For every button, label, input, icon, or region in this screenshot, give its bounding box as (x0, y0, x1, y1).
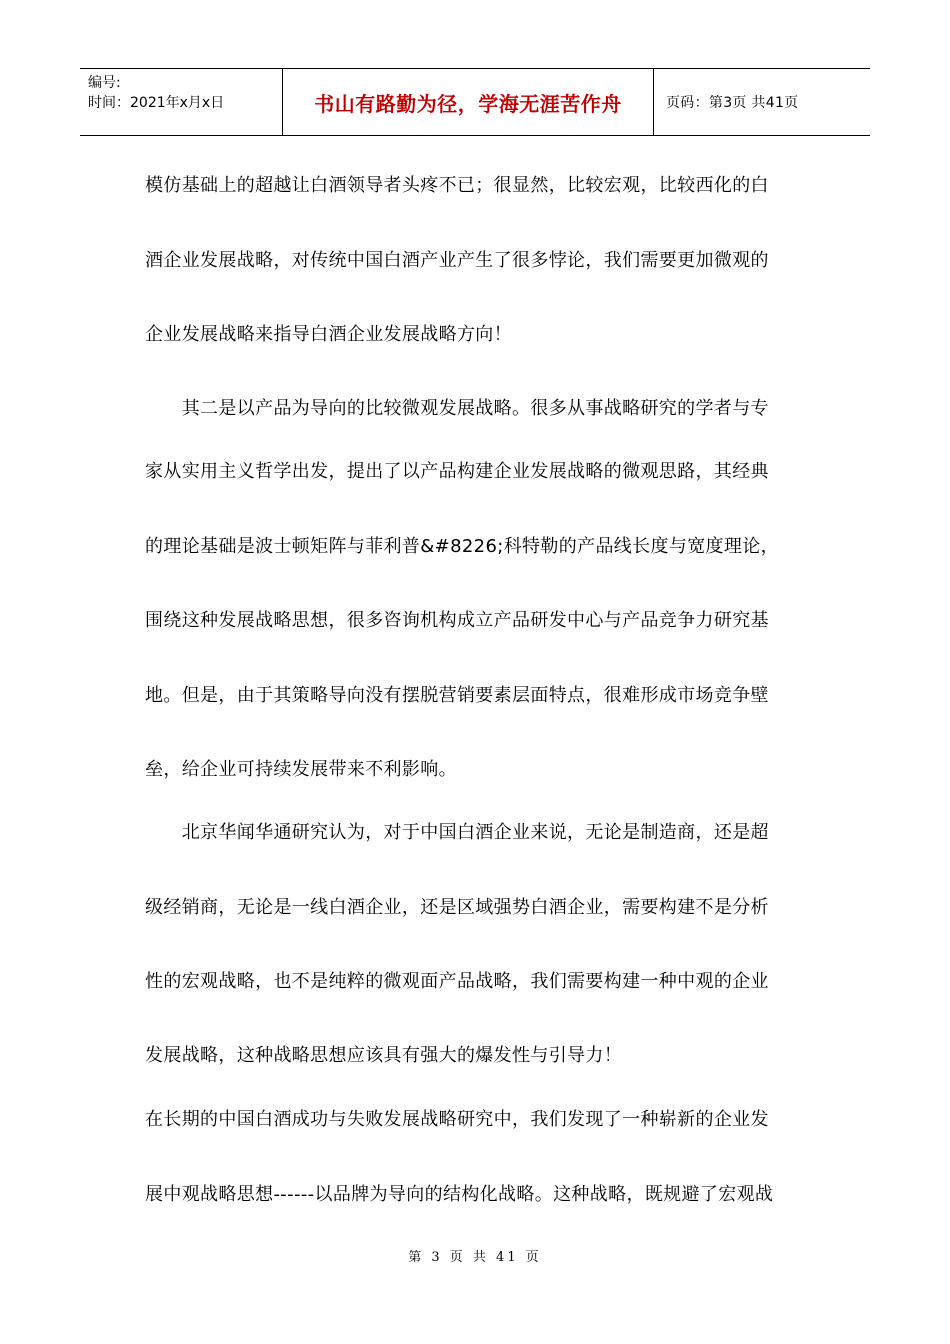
page-header (80, 68, 870, 136)
body-line: 家从实用主义哲学出发，提出了以产品构建企业发展战略的微观思路，其经典 (145, 461, 769, 482)
body-line: 的理论基础是波士顿矩阵与菲利普&#8226;科特勒的产品线长度与宽度理论， (145, 536, 779, 557)
header-meta (80, 69, 282, 135)
header-page-info: 页码：第3页 共41页 (666, 95, 799, 111)
body-line: 性的宏观战略，也不是纯粹的微观面产品战略，我们需要构建一种中观的企业 (145, 971, 769, 992)
body-line: 酒企业发展战略，对传统中国白酒产业产生了很多悖论，我们需要更加微观的 (145, 250, 769, 271)
body-line: 企业发展战略来指导白酒企业发展战略方向！ (145, 324, 512, 345)
page-footer: 第 3 页 共 41 页 (408, 1250, 542, 1265)
document-number-label: 编号: (88, 75, 121, 91)
body-line: 其二是以产品为导向的比较微观发展战略。很多从事战略研究的学者与专 (145, 398, 769, 419)
header-motto: 书山有路勤为径，学海无涯苦作舟 (282, 69, 654, 135)
body-line: 在长期的中国白酒成功与失败发展战略研究中，我们发现了一种崭新的企业发 (145, 1109, 769, 1130)
body-line: 展中观战略思想------以品牌为导向的结构化战略。这种战略，既规避了宏观战 (145, 1184, 774, 1205)
body-line: 模仿基础上的超越让白酒领导者头疼不已；很显然，比较宏观，比较西化的白 (145, 175, 769, 196)
document-time-label: 时间：2021年x月x日 (88, 95, 225, 111)
body-line: 围绕这种发展战略思想，很多咨询机构成立产品研发中心与产品竞争力研究基 (145, 610, 769, 631)
body-line: 发展战略，这种战略思想应该具有强大的爆发性与引导力！ (145, 1045, 623, 1066)
body-line: 地。但是，由于其策略导向没有摆脱营销要素层面特点，很难形成市场竞争壁 (145, 685, 769, 706)
body-line: 垒，给企业可持续发展带来不利影响。 (145, 759, 457, 780)
body-line: 北京华闻华通研究认为，对于中国白酒企业来说，无论是制造商，还是超 (145, 822, 769, 843)
body-line: 级经销商，无论是一线白酒企业，还是区域强势白酒企业，需要构建不是分析 (145, 897, 769, 918)
